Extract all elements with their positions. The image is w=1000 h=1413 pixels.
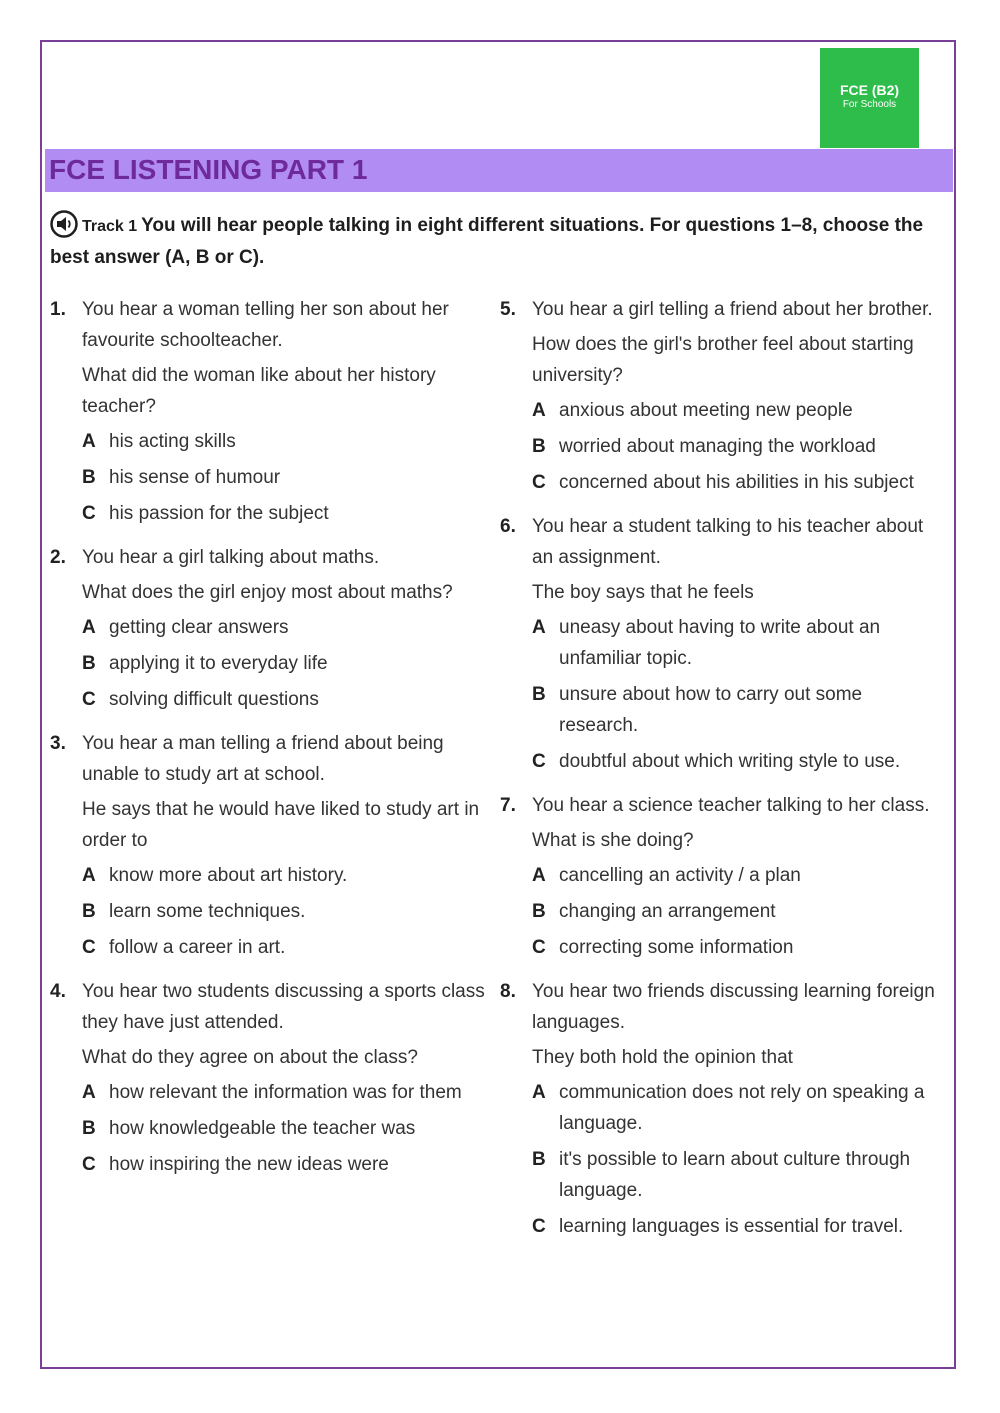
option-text: doubtful about which writing style to use. [559, 751, 901, 772]
question-prompt: What did the woman like about her history teacher? [82, 365, 436, 417]
option-text: it's possible to learn about culture through language. [559, 1149, 911, 1201]
option-b[interactable] [532, 679, 940, 741]
option-letter: B [532, 901, 546, 922]
question-number: 3. [50, 733, 66, 754]
option-b[interactable] [82, 896, 490, 927]
question-stem: You hear a science teacher talking to her class. [532, 795, 930, 816]
option-text: applying it to everyday life [109, 653, 328, 674]
option-text: how inspiring the new ideas were [109, 1154, 389, 1175]
option-letter: A [532, 865, 546, 886]
question-stem: You hear two students discussing a sports class they have just attended. [82, 981, 485, 1033]
option-letter: B [532, 1149, 546, 1170]
question-number: 7. [500, 795, 516, 816]
option-b[interactable] [82, 1113, 490, 1144]
question-1 [50, 294, 490, 529]
option-text: his passion for the subject [109, 503, 329, 524]
option-text: how relevant the information was for them [109, 1082, 462, 1103]
option-a[interactable] [532, 612, 940, 674]
speaker-icon [50, 210, 78, 238]
question-prompt: They both hold the opinion that [532, 1047, 793, 1068]
question-number: 2. [50, 547, 66, 568]
option-text: solving difficult questions [109, 689, 319, 710]
option-letter: B [82, 1118, 96, 1139]
option-a[interactable] [532, 395, 940, 426]
option-b[interactable] [532, 1144, 940, 1206]
question-prompt: He says that he would have liked to study art in order to [82, 799, 480, 851]
option-letter: B [82, 901, 96, 922]
option-c[interactable] [532, 932, 940, 963]
option-text: uneasy about having to write about an unfamiliar topic. [559, 617, 881, 669]
option-c[interactable] [82, 932, 490, 963]
question-stem: You hear a man telling a friend about being unable to study art at school. [82, 733, 444, 785]
option-letter: A [82, 617, 96, 638]
option-a[interactable] [532, 860, 940, 891]
option-a[interactable] [82, 1077, 490, 1108]
option-text: his sense of humour [109, 467, 281, 488]
option-text: worried about managing the workload [559, 436, 876, 457]
option-text: changing an arrangement [559, 901, 776, 922]
option-letter: B [82, 653, 96, 674]
question-prompt: What is she doing? [532, 830, 694, 851]
option-letter: C [82, 937, 96, 958]
option-text: anxious about meeting new people [559, 400, 853, 421]
option-a[interactable] [82, 426, 490, 457]
question-prompt: How does the girl's brother feel about starting university? [532, 334, 914, 386]
option-c[interactable] [82, 1149, 490, 1180]
question-prompt: What do they agree on about the class? [82, 1047, 418, 1068]
option-letter: A [82, 865, 96, 886]
title-bar [45, 149, 953, 192]
option-letter: A [82, 431, 96, 452]
question-5 [500, 294, 940, 498]
page-title: FCE LISTENING PART 1 [49, 154, 368, 185]
question-stem: You hear two friends discussing learning foreign languages. [532, 981, 935, 1033]
option-text: how knowledgeable the teacher was [109, 1118, 416, 1139]
option-letter: A [532, 400, 546, 421]
option-text: learning languages is essential for travel. [559, 1216, 904, 1237]
option-c[interactable] [532, 467, 940, 498]
option-letter: A [82, 1082, 96, 1103]
question-stem: You hear a girl telling a friend about her brother. [532, 299, 933, 320]
question-stem: You hear a student talking to his teacher about an assignment. [532, 516, 924, 568]
option-a[interactable] [82, 860, 490, 891]
question-2 [50, 542, 490, 715]
instruction-text: You will hear people talking in eight different situations. For questions 1–8, choose the best answer (A, B or C). [50, 215, 924, 268]
option-letter: B [82, 467, 96, 488]
option-a[interactable] [532, 1077, 940, 1139]
question-stem: You hear a girl talking about maths. [82, 547, 380, 568]
option-c[interactable] [82, 498, 490, 529]
option-b[interactable] [82, 462, 490, 493]
level-badge [820, 48, 919, 148]
option-text: correcting some information [559, 937, 794, 958]
question-number: 8. [500, 981, 516, 1002]
question-prompt: What does the girl enjoy most about maths? [82, 582, 453, 603]
option-text: concerned about his abilities in his subject [559, 472, 914, 493]
option-b[interactable] [532, 431, 940, 462]
option-c[interactable] [82, 684, 490, 715]
instruction [50, 210, 930, 273]
question-4 [50, 976, 490, 1180]
option-letter: C [532, 937, 546, 958]
question-3 [50, 728, 490, 963]
option-letter: C [532, 751, 546, 772]
option-text: getting clear answers [109, 617, 289, 638]
badge-level: FCE (B2) [839, 82, 900, 98]
question-number: 6. [500, 516, 516, 537]
option-b[interactable] [82, 648, 490, 679]
question-number: 5. [500, 299, 516, 320]
option-b[interactable] [532, 896, 940, 927]
option-letter: C [532, 1216, 546, 1237]
question-8 [500, 976, 940, 1242]
option-text: cancelling an activity / a plan [559, 865, 801, 886]
option-letter: C [82, 503, 96, 524]
option-letter: B [532, 684, 546, 705]
badge-subtitle: For Schools [842, 99, 897, 110]
option-text: follow a career in art. [109, 937, 286, 958]
option-text: unsure about how to carry out some research. [559, 684, 863, 736]
question-number: 4. [50, 981, 66, 1002]
option-c[interactable] [532, 1211, 940, 1242]
question-6 [500, 511, 940, 777]
option-letter: B [532, 436, 546, 457]
option-text: communication does not rely on speaking a language. [559, 1082, 925, 1134]
questions-left-column [50, 294, 490, 1193]
option-letter: C [82, 689, 96, 710]
option-letter: A [532, 617, 546, 638]
question-number: 1. [50, 299, 66, 320]
option-text: know more about art history. [109, 865, 348, 886]
questions-right-column [500, 294, 940, 1255]
track-label: Track 1 [82, 218, 138, 235]
question-stem: You hear a woman telling her son about her favourite schoolteacher. [82, 299, 449, 351]
question-prompt: The boy says that he feels [532, 582, 754, 603]
option-letter: C [82, 1154, 96, 1175]
option-a[interactable] [82, 612, 490, 643]
question-7 [500, 790, 940, 963]
option-letter: A [532, 1082, 546, 1103]
option-letter: C [532, 472, 546, 493]
option-text: learn some techniques. [109, 901, 306, 922]
option-text: his acting skills [109, 431, 236, 452]
option-c[interactable] [532, 746, 940, 777]
